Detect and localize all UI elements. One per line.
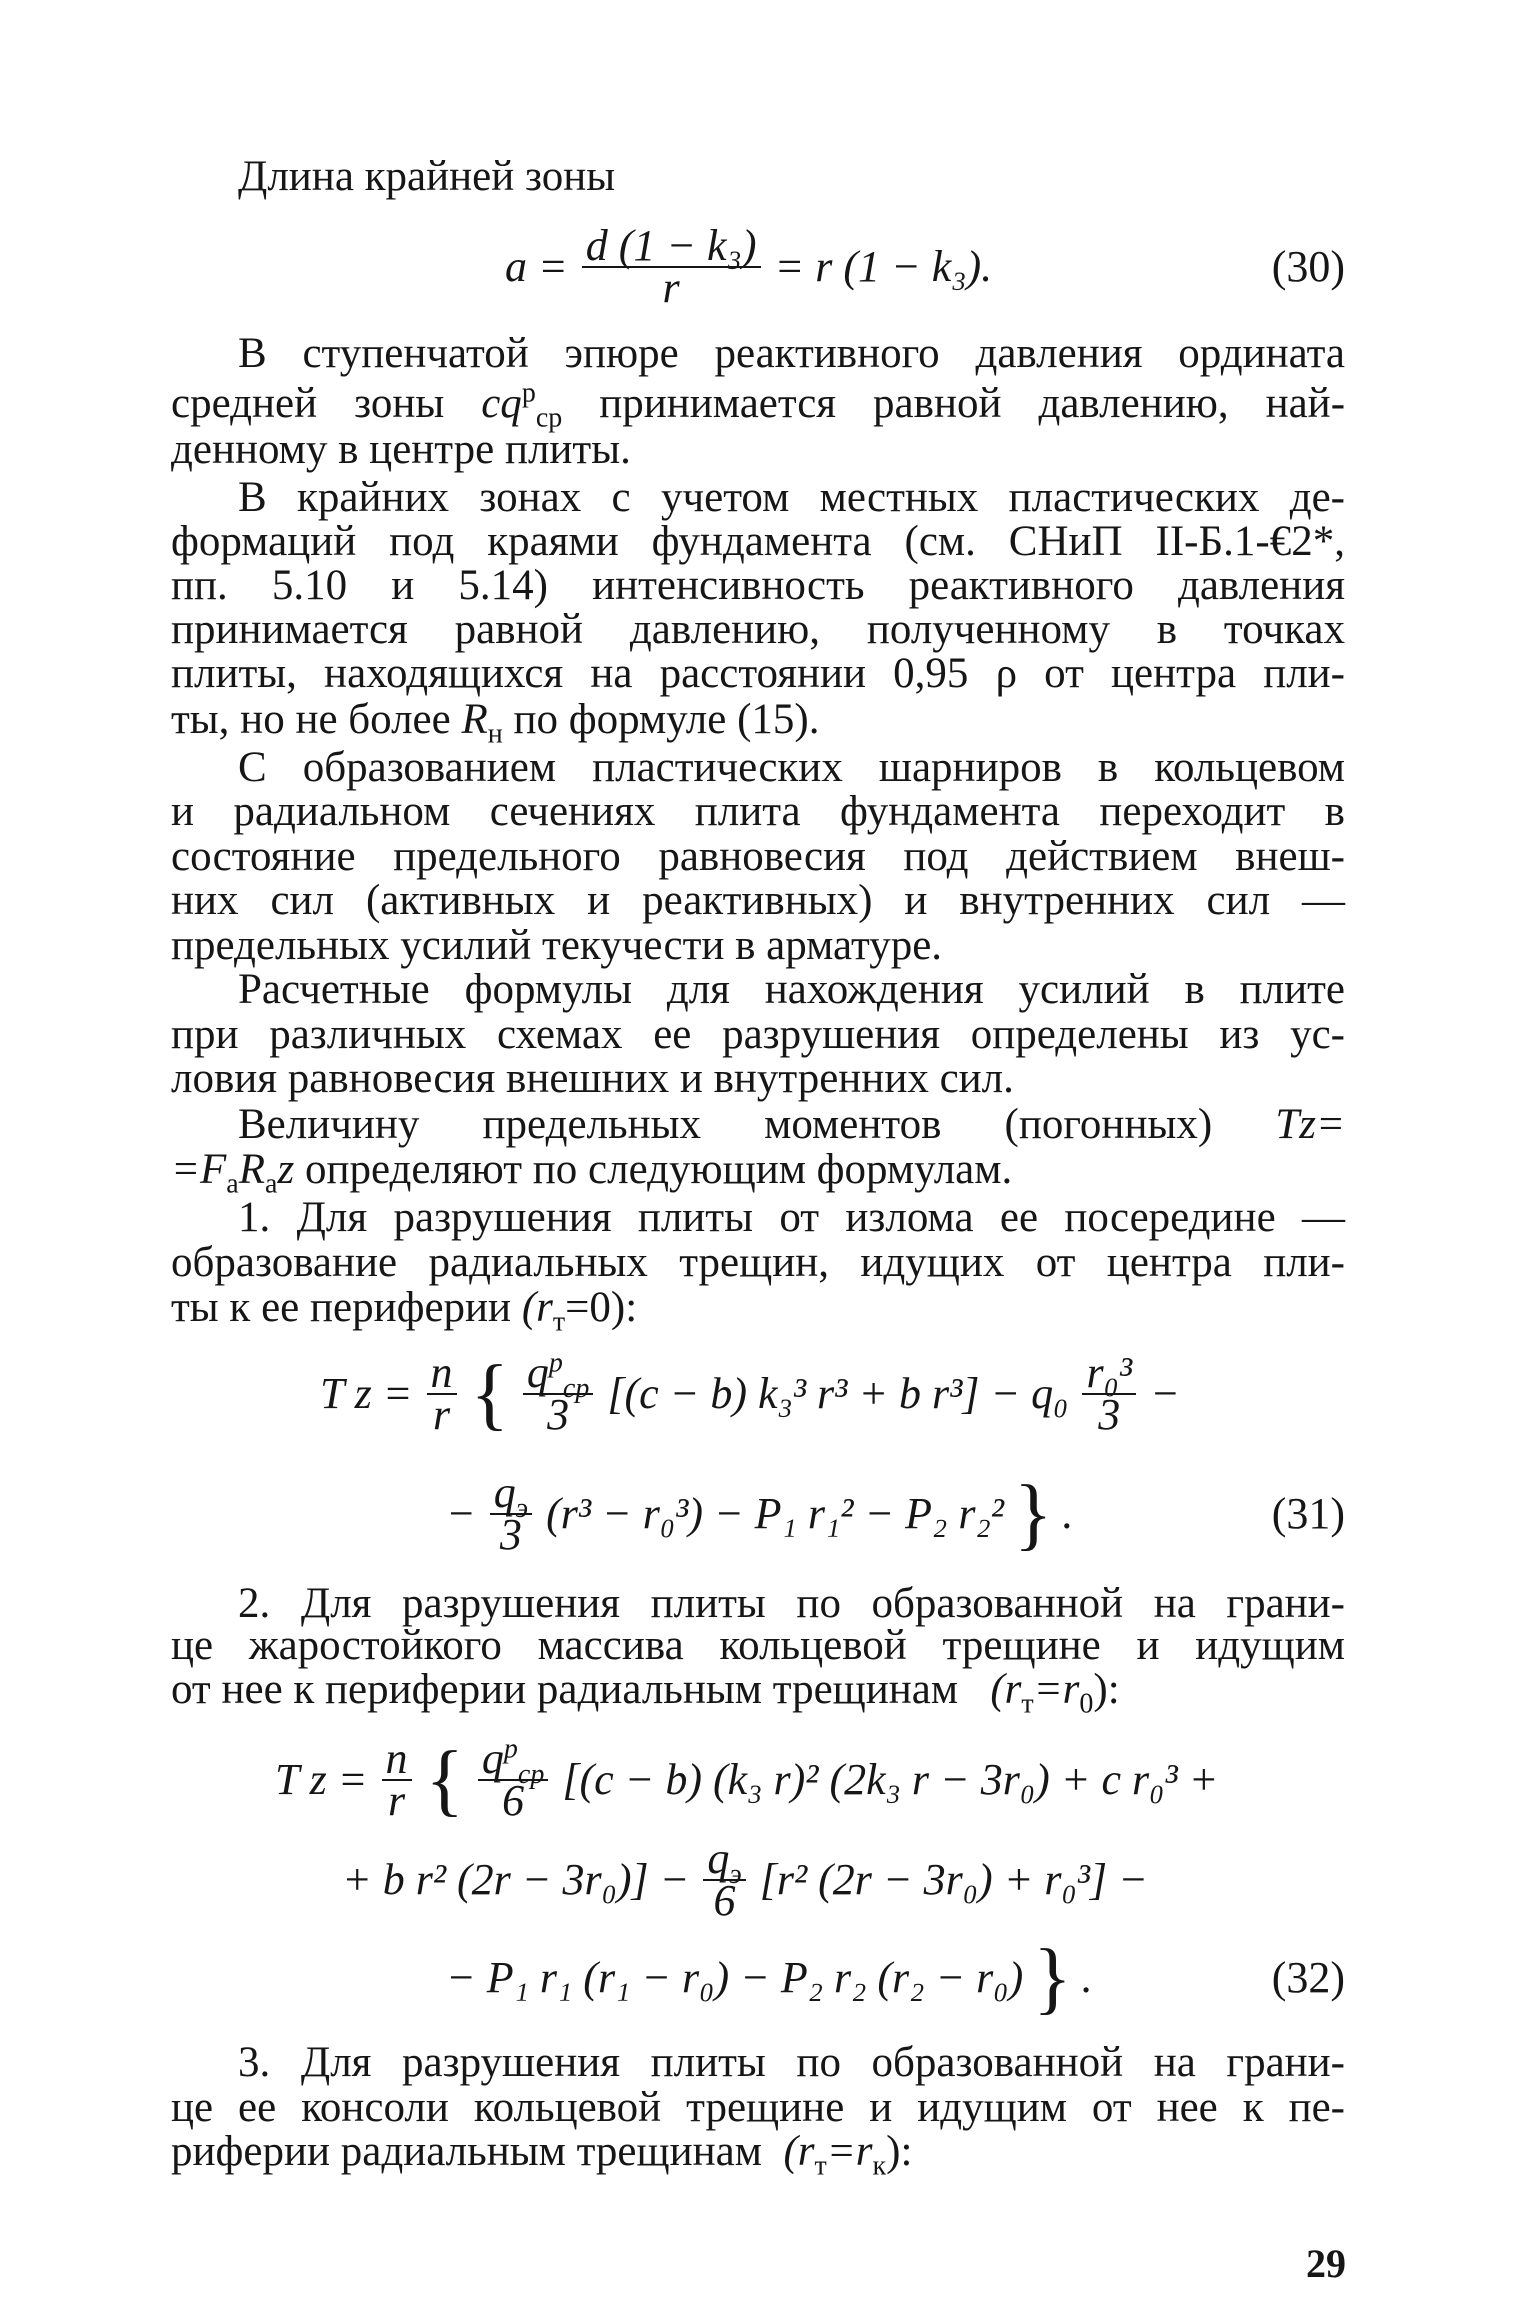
text-line: образование радиальных трещин, идущих от центра пли- [171, 1239, 1345, 1286]
equation-30 [505, 223, 992, 311]
text-line: них сил (активных и реактивных) и внутренних сил — [171, 877, 1345, 924]
fraction [582, 221, 761, 312]
equation-number-32: (32) [1271, 1953, 1345, 2002]
text-line: це жаростойкого массива кольцевой трещине и идущим [171, 1622, 1345, 1669]
page-number: 29 [1306, 2241, 1346, 2286]
denominator: r [662, 263, 680, 312]
text-line: Величину предельных моментов (погонных) Tz= [238, 1101, 1345, 1148]
text-line: формаций под краями фундамента (см. СНиП II-Б.1-€2*, [171, 518, 1345, 565]
text-line: С образованием пластических шарниров в кольцевом [238, 744, 1345, 791]
text-line: $=F_аR_аz$ определяют по следующим формулам. [171, 1146, 1013, 1200]
eq-rhs: = r (1 − k₃). [774, 242, 993, 291]
eq-lhs: a = [505, 242, 568, 291]
text-line: В ступенчатой эпюре реактивного давления ордината [238, 330, 1345, 377]
numerator: d (1 − k₃) [582, 226, 761, 268]
equation-32-line-1: T z = $\frac{n}{r}$ { $\frac{q^р_{ср}}{6}$ [(c − b) (k₃ r)² (2k₃ r − 3r₀) + c r₀³ + [275, 1733, 1219, 1825]
section-heading: Длина крайней зоны [238, 153, 616, 200]
text-line: 3. Для разрушения плиты по образованной на грани- [238, 2039, 1345, 2086]
text-line: Расчетные формулы для нахождения усилий в плите [238, 966, 1345, 1013]
text-line: от нее к периферии радиальным трещинам $(r_т=r_0)$: [171, 1666, 1120, 1720]
text-line: предельных усилий текучести в арматуре. [171, 922, 943, 969]
text-line: плиты, находящихся на расстоянии 0,95 ρ от центра пли- [171, 650, 1345, 697]
text-line: средней зоны $cq^р_{ср}$ принимается равной давлению, най- [171, 377, 1346, 434]
text-line: риферии радиальным трещинам $(r_т=r_к)$: [171, 2128, 913, 2182]
text-line: пп. 5.10 и 5.14) интенсивность реактивного давления [171, 562, 1345, 609]
equation-32-line-3: − P₁ r₁ (r₁ − r₀) − P₂ r₂ (r₂ − r₀) } . [446, 1934, 1093, 2022]
text-line: при различных схемах ее разрушения определены из ус- [171, 1011, 1345, 1058]
text-line: 2. Для разрушения плиты по образованной на грани- [238, 1580, 1345, 1627]
text-line: состояние предельного равновесия под действием внеш- [171, 833, 1345, 880]
equation-number-31: (31) [1271, 1489, 1345, 1538]
text-line: ты к ее периферии $(r_т=0)$: [171, 1284, 638, 1338]
text-line: В крайних зонах с учетом местных пластических де- [238, 474, 1345, 521]
text-line: и радиальном сечениях плита фундамента переходит в [171, 788, 1345, 835]
equation-32-line-2: + b r² (2r − 3r₀)] − $\frac{q_э}{6}$ [r² (2r − 3r₀) + r₀³] − [342, 1834, 1148, 1925]
text-line: це ее консоли кольцевой трещине и идущим от нее к пе- [171, 2084, 1345, 2131]
text-line: принимается равной давлению, полученному в точках [171, 606, 1345, 653]
equation-31-line-2: − $\frac{q_э}{3}$ (r³ − r₀³) − P₁ r₁² − P₂ r₂² } . [446, 1468, 1074, 1559]
text-line: ты, но не более $R_н$ по формуле (15). [171, 696, 820, 750]
text-line: ловия равновесия внешних и внутренних сил. [171, 1055, 1014, 1102]
equation-number-30: (30) [1271, 242, 1345, 291]
text-line: 1. Для разрушения плиты от излома ее посередине — [238, 1194, 1345, 1241]
equation-31-line-1: T z = $\frac{n}{r}$ { $\frac{q^р_{ср}}{3}$ [(c − b) k₃³ r³ + b r³] − q₀ $\frac{\text{r₀³}}{3}$ − [320, 1347, 1180, 1439]
text-line: денному в центре плиты. [171, 426, 631, 473]
